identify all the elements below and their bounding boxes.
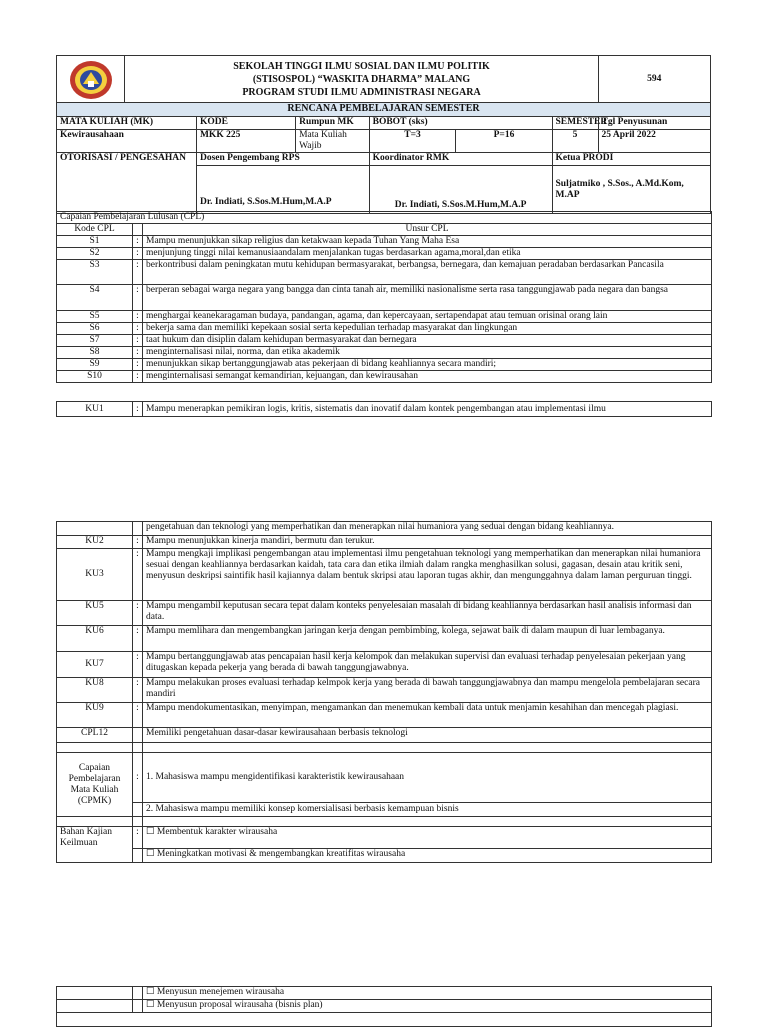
checkbox-icon: ☐	[146, 987, 155, 997]
value-semester: 5	[552, 130, 598, 153]
ku-text: Mampu mengkaji implikasi pengembangan atau implementasi ilmu pengetahuan teknologi yang memperhatikan dan menerapkan nilai humaniora sesuai dengan keahliannya berdasarkan kaidah, tata cara dan etika ilmiah dalam rangka menghasilkan solusi, gagasan, desain atau kritik seni, menyusun deskripsi saintifik hasil kajiannya dalam bentuk skripsi atau laporan tugas akhir, dan mengunggahnya dalam laman perguruan tinggi.	[143, 549, 712, 601]
colon: :	[133, 536, 143, 549]
table-row	[57, 260, 712, 285]
cpl-code: S2	[57, 248, 133, 260]
cpl-code: S5	[57, 311, 133, 323]
table-row	[57, 536, 712, 549]
ketua-prodi-label: Ketua PRODI	[552, 153, 710, 166]
document-number: 594	[598, 56, 710, 103]
value-bobot-t: T=3	[369, 130, 456, 153]
cpl-text: taat hukum dan disiplin dalam kehidupan bermasyarakat dan bernegara	[143, 335, 712, 347]
ku-text: Mampu menerapkan pemikiran logis, kritis, sistematis dan inovatif dalam kontek pengembangan atau implementasi ilmu	[143, 402, 712, 417]
cpl-text: Mampu menunjukkan sikap religius dan ketakwaan kepada Tuhan Yang Maha Esa	[143, 236, 712, 248]
colon: :	[133, 311, 143, 323]
label-rumpun: Rumpun MK	[296, 117, 370, 130]
ku-code: KU8	[57, 678, 133, 703]
otorisasi-label: OTORISASI / PENGESAHAN	[57, 153, 197, 214]
cpl-code: S4	[57, 285, 133, 311]
cpl-text: berkontribusi dalam peningkatan mutu kehidupan bermasyarakat, berbangsa, bernegara, dan kemajuan peradaban berdasarkan Pancasila	[143, 260, 712, 285]
table-row	[57, 987, 712, 1000]
bahan-item-text: Menyusun proposal wirausaha (bisnis plan)	[154, 1000, 323, 1010]
page3-table	[56, 986, 712, 1027]
table-row	[57, 335, 712, 347]
cpl-section-title: Capaian Pembelajaran Lulusan (CPL)	[57, 212, 712, 224]
koordinator-rmk-label: Koordinator RMK	[369, 153, 552, 166]
table-row	[57, 359, 712, 371]
ku-text: Mampu melakukan proses evaluasi terhadap kelmpok kerja yang berada di bawah tanggungjawabnya dan mampu mengelola pembelajaran secara mandiri	[143, 678, 712, 703]
colon: :	[133, 402, 143, 417]
table-row	[57, 601, 712, 626]
ku-text: Mampu memlihara dan mengembangkan jaringan kerja dengan pembimbing, kolega, sejawat baik di dalam maupun di luar lembaganya.	[143, 626, 712, 652]
cpl-code: S1	[57, 236, 133, 248]
page2-table	[56, 521, 712, 863]
colon: :	[133, 285, 143, 311]
cpl-col-kode: Kode CPL	[57, 224, 133, 236]
value-mata-kuliah: Kewirausahaan	[57, 130, 197, 153]
table-row	[57, 728, 712, 743]
colon: :	[133, 549, 143, 601]
cpl-code: S6	[57, 323, 133, 335]
table-row	[57, 402, 712, 417]
value-tgl-penyusunan: 25 April 2022	[598, 130, 710, 153]
ku-code: KU2	[57, 536, 133, 549]
colon: :	[133, 236, 143, 248]
table-row	[57, 285, 712, 311]
label-kode-visible: KODE	[196, 117, 295, 130]
table-row	[57, 371, 712, 383]
colon: :	[133, 601, 143, 626]
colon: :	[133, 323, 143, 335]
institution-line-1: SEKOLAH TINGGI ILMU SOSIAL DAN ILMU POLITIK	[233, 60, 490, 72]
table-row	[57, 678, 712, 703]
bahan-item-3	[143, 987, 712, 1000]
cpl-text: menghargai keanekaragaman budaya, pandangan, agama, dan kepercayaan, sertapendapat atau temuan orisinal orang lain	[143, 311, 712, 323]
institution-logo-icon	[69, 60, 113, 100]
table-row	[57, 549, 712, 601]
colon: :	[133, 248, 143, 260]
table-row	[57, 347, 712, 359]
cpmk-item-1: 1. Mahasiswa mampu mengidentifikasi karakteristik kewirausahaan	[143, 753, 712, 803]
ku-code: KU7	[57, 652, 133, 678]
institution-line-3: PROGRAM STUDI ILMU ADMINISTRASI NEGARA	[242, 86, 481, 98]
cpl-text: menunjukkan sikap bertanggungjawab atas pekerjaan di bidang keahliannya secara mandiri;	[143, 359, 712, 371]
table-row	[57, 311, 712, 323]
cpl-code: S8	[57, 347, 133, 359]
table-row	[57, 323, 712, 335]
table-row	[57, 1000, 712, 1013]
table-row	[57, 652, 712, 678]
colon: :	[133, 359, 143, 371]
table-row	[57, 753, 712, 803]
colon: :	[133, 347, 143, 359]
ku-text: Mampu bertanggungjawab atas pencapaian hasil kerja kelompok dan melakukan supervisi dan evaluasi terhadap penyelesaian pekerjaan yang ditugaskan kepada pekerja yang berada di bawah tanggungjawabnya.	[143, 652, 712, 678]
colon: :	[133, 335, 143, 347]
colon: :	[133, 827, 143, 849]
label-tgl-penyusunan: Tgl Penyusunan	[598, 117, 710, 130]
bahan-item-text: Membentuk karakter wirausaha	[154, 827, 278, 837]
institution-line-2: (STISOSPOL) “WASKITA DHARMA” MALANG	[252, 73, 471, 85]
bahan-item-text: Meningkatkan motivasi & mengembangkan kreatifitas wirausaha	[154, 849, 406, 859]
bahan-item-2	[143, 849, 712, 863]
label-semester: SEMESTER	[552, 117, 598, 130]
bahan-kajian-label: Bahan Kajian Keilmuan	[57, 827, 133, 863]
koordinator-rmk-name: Dr. Indiati, S.Sos.M.Hum,M.A.P	[369, 166, 552, 214]
colon: :	[133, 260, 143, 285]
cpl-code: S10	[57, 371, 133, 383]
cpl-col-unsur: Unsur CPL	[143, 224, 712, 236]
label-bobot: BOBOT (sks)	[369, 117, 552, 130]
checkbox-icon: ☐	[146, 827, 155, 837]
cpl-code: S9	[57, 359, 133, 371]
table-row	[57, 849, 712, 863]
ku-text: Mampu mendokumentasikan, menyimpan, mengamankan dan menemukan kembali data untuk menjamin kesahihan dan mencegah plagiasi.	[143, 703, 712, 728]
ku-code: KU6	[57, 626, 133, 652]
ku1-continuation: pengetahuan dan teknologi yang memperhatikan dan menerapkan nilai humaniora yang seduai dengan bidang keahliannya.	[143, 522, 712, 536]
colon: :	[133, 678, 143, 703]
cpl12-code: CPL12	[57, 728, 133, 743]
table-row	[57, 626, 712, 652]
bahan-item-text: Menyusun menejemen wirausaha	[154, 987, 285, 997]
rps-title: RENCANA PEMBELAJARAN SEMESTER	[57, 103, 711, 117]
table-row	[57, 236, 712, 248]
table-row	[57, 827, 712, 849]
colon: :	[133, 652, 143, 678]
value-bobot-p: P=16	[456, 130, 552, 153]
value-rumpun: Mata Kuliah Wajib	[296, 130, 370, 153]
ketua-prodi-name: Suljatmiko , S.Sos., A.Md.Kom, M.AP	[552, 166, 710, 214]
cpl-text: bekerja sama dan memiliki kepekaan sosial serta kepedulian terhadap masyarakat dan lingkungan	[143, 323, 712, 335]
cpl-code: S7	[57, 335, 133, 347]
ku-code: KU5	[57, 601, 133, 626]
cpl-text: menjunjung tinggi nilai kemanusiaandalam menjalankan tugas berdasarkan agama,moral,dan etika	[143, 248, 712, 260]
label-mata-kuliah: MATA KULIAH (MK)	[57, 117, 197, 130]
colon: :	[133, 371, 143, 383]
ku-code: KU1	[57, 402, 133, 417]
cpl-code: S3	[57, 260, 133, 285]
cpl12-text: Memiliki pengetahuan dasar-dasar kewirausahaan berbasis teknologi	[143, 728, 712, 743]
ku-code: KU9	[57, 703, 133, 728]
ku-text: Mampu menunjukkan kinerja mandiri, bermutu dan terukur.	[143, 536, 712, 549]
cpmk-label: Capaian Pembelajaran Mata Kuliah (CPMK)	[57, 753, 133, 817]
ku-text: Mampu mengambil keputusan secara tepat dalam konteks penyelesaian masalah di bidang keahliannya berdasarkan hasil analisis informasi dan data.	[143, 601, 712, 626]
value-kode: MKK 225	[196, 130, 295, 153]
table-row	[57, 703, 712, 728]
bahan-item-1	[143, 827, 712, 849]
colon: :	[133, 703, 143, 728]
rps-header-table	[56, 55, 711, 214]
table-row	[57, 803, 712, 817]
table-row	[57, 248, 712, 260]
cpl-text: menginternalisasi nilai, norma, dan etika akademik	[143, 347, 712, 359]
cpmk-item-2: 2. Mahasiswa mampu memiliki konsep komersialisasi berbasis kemampuan bisnis	[143, 803, 712, 817]
bahan-item-4	[143, 1000, 712, 1013]
logo-cell	[57, 56, 125, 103]
checkbox-icon: ☐	[146, 849, 155, 859]
colon: :	[133, 626, 143, 652]
cpl-text: menginternalisasi semangat kemandirian, kejuangan, dan kewirausahan	[143, 371, 712, 383]
cpl-text: berperan sebagai warga negara yang bangga dan cinta tanah air, memiliki nasionalisme serta rasa tanggungjawab pada negara dan bangsa	[143, 285, 712, 311]
ku1-table	[56, 401, 712, 417]
cpl-table	[56, 211, 712, 383]
table-row	[57, 522, 712, 536]
checkbox-icon: ☐	[146, 1000, 155, 1010]
ku-code: KU3	[57, 549, 133, 601]
colon: :	[133, 753, 143, 803]
institution-name-block	[125, 56, 598, 103]
dosen-pengembang-label: Dosen Pengembang RPS	[196, 153, 369, 166]
dosen-pengembang-name: Dr. Indiati, S.Sos.M.Hum,M.A.P	[196, 166, 369, 214]
